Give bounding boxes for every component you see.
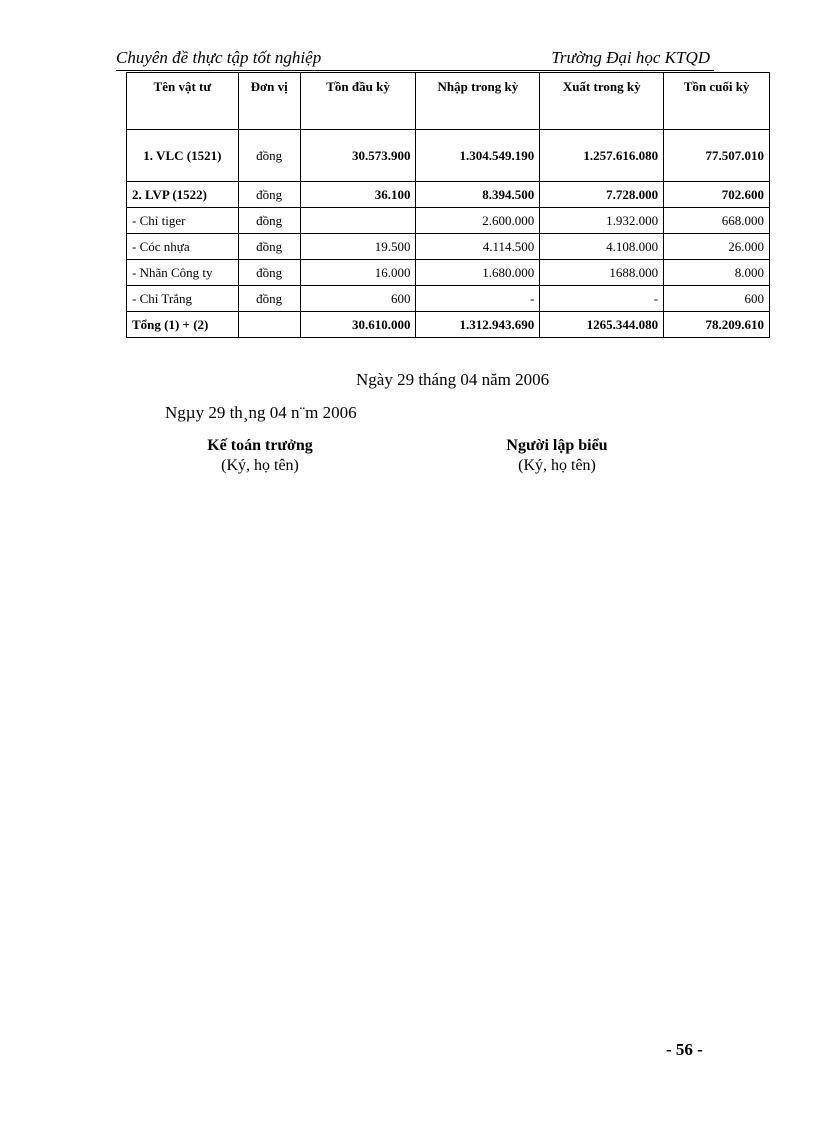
item-out: 4.108.000 (540, 234, 664, 260)
item-unit: đồng (238, 260, 300, 286)
item-name: - Chỉ tiger (127, 208, 239, 234)
item-unit: đồng (238, 182, 300, 208)
item-name: - Cóc nhựa (127, 234, 239, 260)
column-header: Xuất trong kỳ (540, 73, 664, 130)
item-opening: 30.610.000 (300, 312, 416, 338)
column-header: Đơn vị (238, 73, 300, 130)
header-university: Trường Đại học KTQD (551, 48, 710, 67)
item-name: 2. LVP (1522) (127, 182, 239, 208)
item-opening: 16.000 (300, 260, 416, 286)
item-opening: 30.573.900 (300, 130, 416, 182)
item-out: 1688.000 (540, 260, 664, 286)
column-header: Nhập trong kỳ (416, 73, 540, 130)
table-row (127, 234, 770, 260)
item-in: 8.394.500 (416, 182, 540, 208)
signature-chief-accountant (190, 436, 330, 476)
item-closing: 8.000 (664, 260, 770, 286)
item-in: 1.304.549.190 (416, 130, 540, 182)
table-row (127, 260, 770, 286)
header-course-title: Chuyên đề thực tập tốt nghiệp (116, 48, 322, 67)
item-out: 1.257.616.080 (540, 130, 664, 182)
item-unit: đồng (238, 234, 300, 260)
column-header: Tên vật tư (127, 73, 239, 130)
signature-note: (Ký, họ tên) (221, 457, 299, 474)
signature-note: (Ký, họ tên) (518, 457, 596, 474)
column-header: Tồn cuối kỳ (664, 73, 770, 130)
table-row (127, 182, 770, 208)
table-row (127, 208, 770, 234)
item-name: Tổng (1) + (2) (127, 312, 239, 338)
signature-title: Kế toán trưởng (207, 437, 313, 454)
item-opening: 600 (300, 286, 416, 312)
table-header-row (127, 73, 770, 130)
item-unit: đồng (238, 130, 300, 182)
item-in: 2.600.000 (416, 208, 540, 234)
column-header: Tồn đầu kỳ (300, 73, 416, 130)
item-out: 1.932.000 (540, 208, 664, 234)
item-in: 1.680.000 (416, 260, 540, 286)
item-out: - (540, 286, 664, 312)
table-total-row (127, 312, 770, 338)
item-in: 1.312.943.690 (416, 312, 540, 338)
item-closing: 26.000 (664, 234, 770, 260)
page-number: - 56 - (666, 1040, 703, 1059)
signature-title: Người lập biểu (506, 437, 608, 454)
item-in: 4.114.500 (416, 234, 540, 260)
item-opening: 36.100 (300, 182, 416, 208)
item-closing: 600 (664, 286, 770, 312)
item-opening: 19.500 (300, 234, 416, 260)
item-in: - (416, 286, 540, 312)
item-out: 1265.344.080 (540, 312, 664, 338)
table-row (127, 130, 770, 182)
signature-preparer (487, 436, 627, 476)
report-date: Ngày 29 tháng 04 năm 2006 (356, 370, 550, 389)
item-unit (238, 312, 300, 338)
table-row (127, 286, 770, 312)
item-unit: đồng (238, 208, 300, 234)
item-closing: 78.209.610 (664, 312, 770, 338)
inventory-table (126, 72, 770, 338)
item-name: 1. VLC (1521) (127, 130, 239, 182)
item-name: - Nhãn Công ty (127, 260, 239, 286)
item-closing: 702.600 (664, 182, 770, 208)
item-unit: đồng (238, 286, 300, 312)
page-header (116, 48, 714, 71)
report-date-garbled: Ngµy 29 th¸ng 04 n¨m 2006 (165, 403, 357, 422)
item-out: 7.728.000 (540, 182, 664, 208)
item-opening (300, 208, 416, 234)
item-closing: 668.000 (664, 208, 770, 234)
item-name: - Chỉ Trắng (127, 286, 239, 312)
item-closing: 77.507.010 (664, 130, 770, 182)
